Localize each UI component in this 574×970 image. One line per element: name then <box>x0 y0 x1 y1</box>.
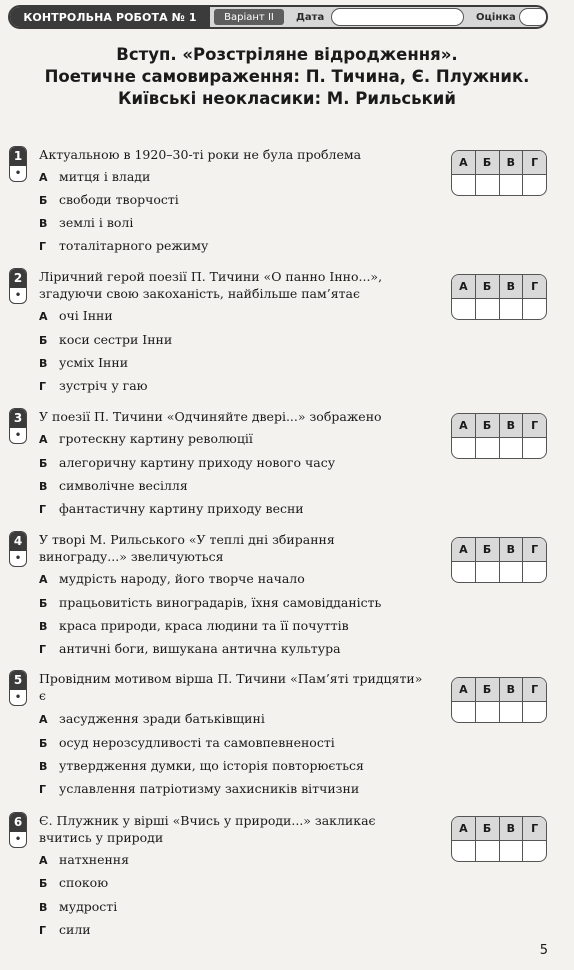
answer-header-a: А <box>459 543 468 556</box>
option-letter: Б <box>39 194 48 207</box>
question-stem: Є. Плужник у вірші «Вчись у природи...» закликає вчитись у природи <box>39 813 376 845</box>
option-letter: Б <box>39 737 48 750</box>
option-letter: В <box>39 901 48 914</box>
answer-header-d: Г <box>522 414 546 437</box>
answer-header-b: Б <box>475 678 499 701</box>
answer-cell-d[interactable] <box>522 702 546 723</box>
option-text: краса природи, краса людини та її почуттів <box>59 618 349 633</box>
option-text: гротескну картину революції <box>59 431 253 446</box>
option-d <box>39 377 439 395</box>
answer-header-a: А <box>459 822 468 835</box>
option-b <box>39 874 439 892</box>
answer-grid <box>451 816 547 862</box>
answer-cell-d[interactable] <box>522 175 546 196</box>
option-letter: А <box>39 573 48 586</box>
title-line: Поетичне самовираження: П. Тичина, Є. Плужник. <box>44 67 530 86</box>
test-header-bar <box>8 5 548 29</box>
option-text: алегоричну картину приходу нового часу <box>59 455 336 470</box>
option-c <box>39 214 439 232</box>
answer-cell-d[interactable] <box>522 438 546 459</box>
option-text: утвердження думки, що історія повторюється <box>59 758 364 773</box>
title-line: Вступ. «Розстріляне відродження». <box>116 45 458 64</box>
option-d <box>39 921 439 939</box>
option-text: тоталітарного режиму <box>59 238 209 253</box>
option-letter: Б <box>39 877 48 890</box>
option-letter: А <box>39 433 48 446</box>
question-number-badge <box>9 531 27 567</box>
answer-cell-d[interactable] <box>522 562 546 583</box>
answer-header-d: Г <box>522 538 546 561</box>
bullet-icon: • <box>14 166 22 180</box>
option-letter: Г <box>39 503 47 516</box>
answer-cell-b[interactable] <box>475 438 499 459</box>
answer-header-a: А <box>459 156 468 169</box>
page-number: 5 <box>539 943 548 958</box>
answer-header-b: Б <box>475 817 499 840</box>
option-text: коси сестри Інни <box>59 332 173 347</box>
answer-header-a: А <box>459 683 468 696</box>
option-text: мудрості <box>59 899 118 914</box>
option-letter: А <box>39 854 48 867</box>
option-b <box>39 594 439 612</box>
option-text: осуд нерозсудливості та самовпевненості <box>59 735 335 750</box>
option-letter: Б <box>39 334 48 347</box>
bullet-icon: • <box>14 288 22 302</box>
answer-header-c: В <box>499 275 523 298</box>
option-letter: В <box>39 480 48 493</box>
option-b <box>39 454 439 472</box>
option-a <box>39 430 439 448</box>
option-letter: В <box>39 620 48 633</box>
answer-grid <box>451 677 547 723</box>
answer-header-b: Б <box>475 414 499 437</box>
answer-header-d: Г <box>522 817 546 840</box>
option-text: землі і волі <box>59 215 134 230</box>
option-c <box>39 354 439 372</box>
option-text: сили <box>59 922 91 937</box>
question-number-badge <box>9 670 27 706</box>
date-label: Дата <box>296 11 325 23</box>
answer-header-d: Г <box>522 275 546 298</box>
option-d <box>39 640 439 658</box>
grade-field[interactable] <box>519 8 548 26</box>
option-c <box>39 898 439 916</box>
answer-header-d: Г <box>522 151 546 174</box>
option-text: натхнення <box>59 852 130 867</box>
option-b <box>39 331 439 349</box>
option-text: фантастичну картину приходу весни <box>59 501 304 516</box>
answer-cell-c[interactable] <box>499 702 523 723</box>
answer-header-a: А <box>459 280 468 293</box>
option-text: засудження зради батьківщині <box>59 711 265 726</box>
option-b <box>39 734 439 752</box>
answer-header-c: В <box>499 678 523 701</box>
question-stem: Провідним мотивом вірша П. Тичини «Пам’яті тридцяти» є <box>39 671 423 703</box>
option-letter: В <box>39 357 48 370</box>
answer-grid <box>451 413 547 459</box>
option-letter: Г <box>39 380 47 393</box>
answer-grid <box>451 537 547 583</box>
page-title <box>0 44 574 110</box>
option-a <box>39 307 439 325</box>
test-title: КОНТРОЛЬНА РОБОТА № 1 <box>10 7 210 27</box>
answer-header-b: Б <box>475 275 499 298</box>
option-d <box>39 500 439 518</box>
option-a <box>39 168 439 186</box>
question-number-badge <box>9 408 27 444</box>
option-text: уславлення патріотизму захисників вітчизни <box>59 781 360 796</box>
answer-cell-c[interactable] <box>499 175 523 196</box>
question-number: 4 <box>10 532 26 551</box>
question-stem: У творі М. Рильського «У теплі дні збирання винограду...» звеличуються <box>39 532 335 564</box>
question-number: 3 <box>10 409 26 428</box>
option-text: мудрість народу, його творче начало <box>59 571 305 586</box>
bullet-icon: • <box>14 551 22 565</box>
option-d <box>39 237 439 255</box>
option-letter: Г <box>39 643 47 656</box>
bullet-icon: • <box>14 832 22 846</box>
answer-header-d: Г <box>522 678 546 701</box>
variant-badge: Варіант ІІ <box>214 9 284 25</box>
option-letter: В <box>39 217 48 230</box>
answer-cell-c[interactable] <box>499 299 523 320</box>
question-number: 1 <box>10 147 26 166</box>
answer-cell-d[interactable] <box>522 299 546 320</box>
option-letter: Б <box>39 457 48 470</box>
option-text: зустріч у гаю <box>59 378 148 393</box>
answer-cell-a[interactable] <box>452 841 475 862</box>
answer-cell-b[interactable] <box>475 562 499 583</box>
answer-cell-b[interactable] <box>475 841 499 862</box>
title-line: Київські неокласики: М. Рильський <box>118 89 456 108</box>
option-text: античні боги, вишукана антична культура <box>59 641 341 656</box>
answer-cell-c[interactable] <box>499 841 523 862</box>
answer-header-c: В <box>499 817 523 840</box>
answer-header-c: В <box>499 151 523 174</box>
question-stem: Ліричний герой поезії П. Тичини «О панно Інно...», згадуючи свою закоханість, найбільше пам’ятає <box>39 269 383 301</box>
answer-header-b: Б <box>475 151 499 174</box>
option-letter: Б <box>39 597 48 610</box>
question-number: 5 <box>10 671 26 690</box>
option-text: символічне весілля <box>59 478 188 493</box>
option-letter: Г <box>39 924 47 937</box>
option-text: очі Інни <box>59 308 113 323</box>
option-c <box>39 617 439 635</box>
option-letter: А <box>39 310 48 323</box>
option-text: працьовитість виноградарів, їхня самовідданість <box>59 595 382 610</box>
answer-cell-a[interactable] <box>452 438 475 459</box>
option-c <box>39 757 439 775</box>
answer-cell-a[interactable] <box>452 175 475 196</box>
option-letter: Г <box>39 783 47 796</box>
option-letter: А <box>39 713 48 726</box>
answer-cell-d[interactable] <box>522 841 546 862</box>
answer-cell-c[interactable] <box>499 562 523 583</box>
answer-cell-b[interactable] <box>475 175 499 196</box>
answer-grid <box>451 274 547 320</box>
option-a <box>39 570 439 588</box>
question-number-badge <box>9 146 27 182</box>
answer-cell-a[interactable] <box>452 299 475 320</box>
option-text: свободи творчості <box>59 192 179 207</box>
question-stem: Актуальною в 1920–30-ті роки не була проблема <box>39 147 362 162</box>
answer-cell-a[interactable] <box>452 702 475 723</box>
option-b <box>39 191 439 209</box>
bullet-icon: • <box>14 428 22 442</box>
answer-cell-b[interactable] <box>475 702 499 723</box>
grade-label: Оцінка <box>476 11 516 23</box>
option-text: усміх Інни <box>59 355 129 370</box>
answer-header-c: В <box>499 414 523 437</box>
option-a <box>39 851 439 869</box>
option-text: спокою <box>59 875 109 890</box>
bullet-icon: • <box>14 690 22 704</box>
question-number-badge <box>9 812 27 848</box>
answer-header-a: А <box>459 419 468 432</box>
option-letter: А <box>39 171 48 184</box>
answer-cell-b[interactable] <box>475 299 499 320</box>
option-d <box>39 780 439 798</box>
option-c <box>39 477 439 495</box>
option-letter: В <box>39 760 48 773</box>
answer-header-b: Б <box>475 538 499 561</box>
answer-header-c: В <box>499 538 523 561</box>
option-a <box>39 710 439 728</box>
date-field[interactable] <box>331 8 464 26</box>
question-number-badge <box>9 268 27 304</box>
answer-cell-c[interactable] <box>499 438 523 459</box>
question-stem: У поезії П. Тичини «Одчиняйте двері...» зображено <box>39 409 382 424</box>
answer-grid <box>451 150 547 196</box>
question-number: 6 <box>10 813 26 832</box>
option-text: митця і влади <box>59 169 151 184</box>
answer-cell-a[interactable] <box>452 562 475 583</box>
option-letter: Г <box>39 240 47 253</box>
question-number: 2 <box>10 269 26 288</box>
